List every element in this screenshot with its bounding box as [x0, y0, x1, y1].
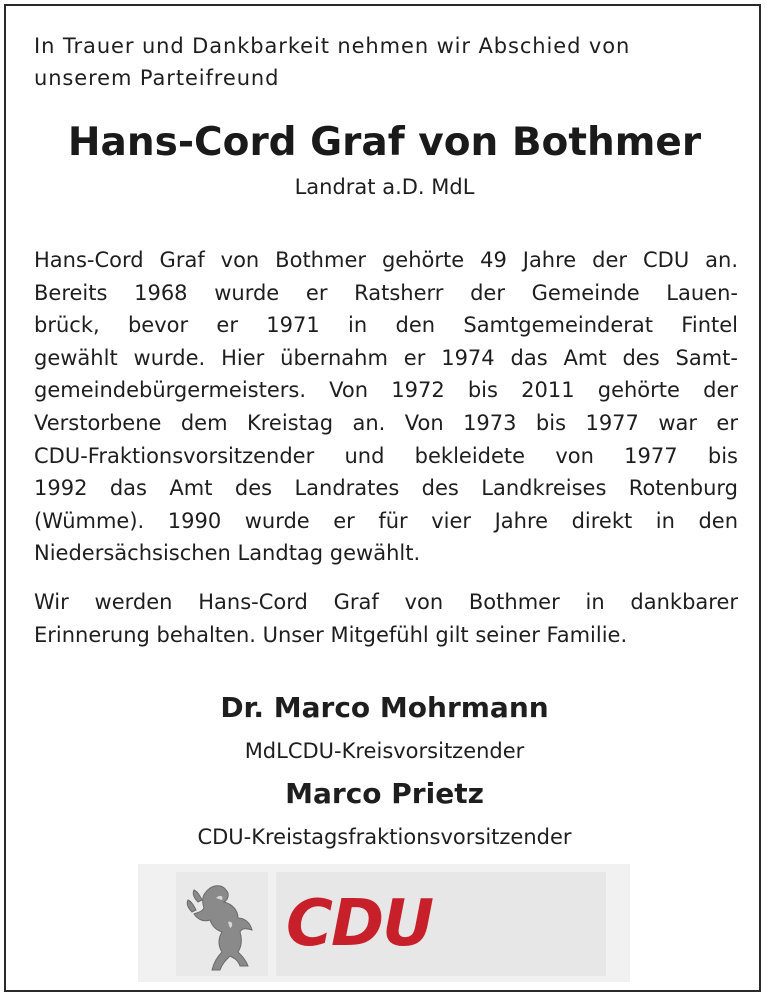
bio-line: Verstorbene dem Kreistag an. Von 1973 bis 1977 war er: [34, 410, 738, 435]
closing-paragraph: [34, 586, 738, 651]
biography-paragraph: [34, 244, 738, 570]
intro-line: unserem Parteifreund: [34, 66, 280, 90]
party-logo-strip: [138, 864, 630, 982]
bio-line: Bereits 1968 wurde er Ratsherr der Gemeinde Lauen-: [34, 280, 738, 305]
closing-line: Erinnerung behalten. Unser Mitgefühl gilt seiner Familie.: [34, 622, 628, 647]
signatory-role-2: CDU-Kreistagsfraktionsvorsitzender: [197, 825, 572, 849]
cdu-logo: [276, 872, 606, 976]
bio-line: brück, bevor er 1971 in den Samtgemeinderat Fintel: [34, 313, 738, 338]
lower-saxony-horse-icon: [176, 872, 268, 976]
deceased-name: Hans-Cord Graf von Bothmer: [67, 120, 702, 165]
cdu-logo-text: CDU: [286, 887, 433, 961]
bio-line: Niedersächsischen Landtag gewählt.: [34, 541, 421, 566]
deceased-title: Landrat a.D. MdL: [294, 175, 475, 199]
signatory-role-1: MdLCDU-Kreisvorsitzender: [244, 739, 525, 763]
bio-line: Hans-Cord Graf von Bothmer gehörte 49 Jahre der CDU an.: [34, 248, 738, 272]
signatory-name-2: Marco Prietz: [285, 777, 484, 810]
bio-line: (Wümme). 1990 wurde er für vier Jahre direkt in den: [34, 508, 738, 533]
signatory-name-1: Dr. Marco Mohrmann: [220, 691, 549, 724]
bio-line: 1992 das Amt des Landrates des Landkreises Rotenburg: [34, 476, 738, 501]
intro-text: [34, 30, 744, 94]
bio-line: CDU-Fraktionsvorsitzender und bekleidete von 1977 bis: [34, 443, 738, 468]
bio-line: gemeindebürgermeisters. Von 1972 bis 2011 gehörte der: [34, 378, 738, 403]
closing-line: Wir werden Hans-Cord Graf von Bothmer in dankbarer: [34, 590, 738, 614]
intro-line: In Trauer und Dankbarkeit nehmen wir Abschied von: [34, 34, 631, 58]
bio-line: gewählt wurde. Hier übernahm er 1974 das Amt des Samt-: [34, 345, 738, 370]
